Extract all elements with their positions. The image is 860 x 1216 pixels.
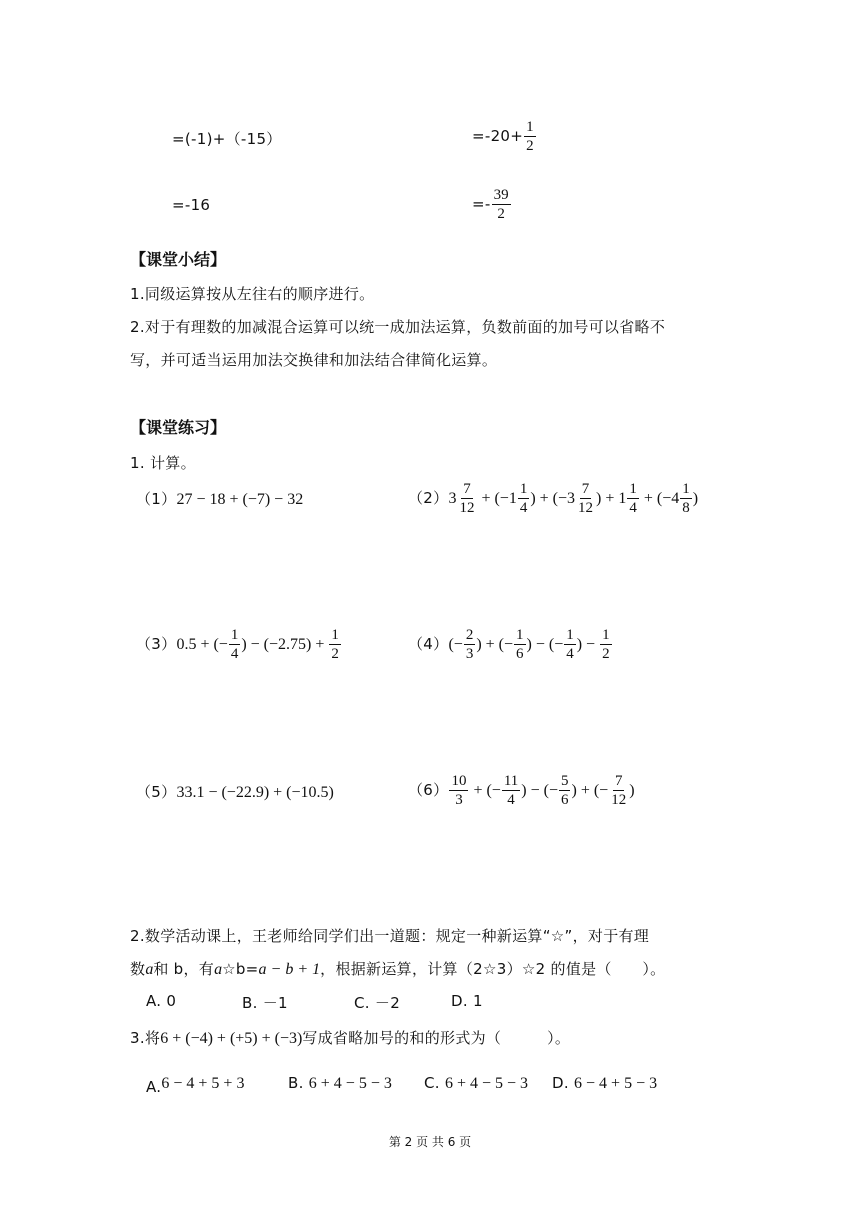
fraction: $\frac{7}{12}$ <box>459 481 475 516</box>
fraction: $\frac{11}{4}$ <box>503 773 519 808</box>
q3-option-a <box>146 1073 245 1096</box>
fraction: $\frac{7}{12}$ <box>611 773 627 808</box>
denominator: 2 <box>497 206 505 222</box>
q2-var-a: a <box>145 961 154 978</box>
q2-option-d: D. 1 <box>451 992 483 1010</box>
problem-5 <box>136 781 334 802</box>
question-2-line-2 <box>130 958 665 979</box>
problem-label: （4） <box>408 635 449 653</box>
q2-text: ☆b= <box>222 960 259 978</box>
math-term: + (− <box>469 782 501 799</box>
math-term: ) − (−2.75) + <box>241 636 329 653</box>
worked-right-line-1 <box>472 118 537 155</box>
page-footer: 第 2 页 共 6 页 <box>388 1135 472 1149</box>
worked-left-line-2: =-16 <box>172 196 211 214</box>
option-expression: 6 − 4 + 5 + 3 <box>161 1075 245 1092</box>
summary-item-2-line-2: 写，并可适当运用加法交换律和加法结合律简化运算。 <box>130 351 498 369</box>
math-term: + (−1 <box>477 490 517 507</box>
denominator: 2 <box>526 138 534 154</box>
option-expression: 6 + 4 − 5 − 3 <box>308 1075 392 1092</box>
fraction: $\frac{1}{4}$ <box>629 481 637 516</box>
option-expression: 6 + 4 − 5 − 3 <box>444 1075 529 1092</box>
q3-expression: 6 + (−4) + (+5) + (−3) <box>160 1030 303 1047</box>
problem-3 <box>136 626 342 663</box>
summary-item-2-line-1: 2.对于有理数的加减混合运算可以统一成加法运算，负数前面的加号可以省略不 <box>130 318 666 336</box>
problem-label: （3） <box>136 635 177 653</box>
q2-option-a: A. 0 <box>146 992 177 1010</box>
math-term: (− <box>448 636 463 653</box>
practice-heading: 【课堂练习】 <box>130 418 227 437</box>
problem-2 <box>408 480 698 517</box>
q2-option-c: C. －2 <box>354 994 401 1012</box>
math-term: ) − (− <box>521 782 558 799</box>
problem-6 <box>408 772 635 809</box>
problem-4 <box>408 626 613 663</box>
q2-text: 数 <box>130 960 146 978</box>
q3-option-b <box>288 1073 392 1093</box>
math-term: ) + 1 <box>596 490 627 507</box>
numerator: 1 <box>526 119 534 135</box>
option-label: B. <box>288 1074 304 1092</box>
math-term: + (−4 <box>639 490 680 507</box>
math-term: ) <box>629 782 635 799</box>
option-label: C. <box>424 1074 440 1092</box>
math-term: ) <box>692 490 699 507</box>
problem-expression: 33.1 − (−22.9) + (−10.5) <box>176 784 334 801</box>
math-term: ) − (− <box>526 636 564 653</box>
q2-text: ，根据新运算，计算（2☆3）☆2 的值是（ ）。 <box>320 960 666 978</box>
numerator: 39 <box>493 187 509 203</box>
fraction: $\frac{5}{6}$ <box>560 773 569 808</box>
q2-text: 和 b，有 <box>153 960 215 978</box>
question-1-title: 1. 计算。 <box>130 454 196 472</box>
problem-1 <box>136 488 303 509</box>
q3-prefix: 3.将 <box>130 1029 161 1047</box>
problem-expression: 27 − 18 + (−7) − 32 <box>176 491 304 508</box>
fraction: $\frac{2}{3}$ <box>465 627 474 662</box>
fraction <box>524 118 536 155</box>
summary-item-1: 1.同级运算按从左往右的顺序进行。 <box>130 285 375 303</box>
fraction: $\frac{1}{8}$ <box>682 481 690 516</box>
math-term: ) + (−3 <box>530 490 576 507</box>
option-label: A. <box>146 1078 162 1096</box>
question-2-line-1: 2.数学活动课上，王老师给同学们出一道题：规定一种新运算“☆”，对于有理 <box>130 927 650 945</box>
q2-var-a: a <box>214 961 223 978</box>
fraction: $\frac{1}{4}$ <box>566 627 574 662</box>
problem-label: （6） <box>408 781 449 799</box>
math-term: 3 <box>448 490 457 507</box>
fraction: $\frac{1}{2}$ <box>602 627 610 662</box>
worked-right-line-2-prefix: =- <box>472 195 491 213</box>
math-term: ) + (− <box>571 782 609 799</box>
option-expression: 6 − 4 + 5 − 3 <box>574 1075 658 1092</box>
fraction: $\frac{1}{4}$ <box>519 481 528 516</box>
question-3 <box>130 1027 570 1048</box>
fraction: $\frac{1}{4}$ <box>230 627 239 662</box>
q2-option-b: B. －1 <box>242 994 288 1012</box>
q3-option-c <box>424 1073 528 1093</box>
option-label: D. <box>552 1074 569 1092</box>
fraction: $\frac{10}{3}$ <box>451 773 467 808</box>
problem-label: （1） <box>136 490 177 508</box>
summary-heading: 【课堂小结】 <box>130 250 227 269</box>
fraction: $\frac{7}{12}$ <box>578 481 594 516</box>
math-term: 0.5 + (− <box>176 636 228 653</box>
q2-expression: a − b + 1 <box>258 961 321 978</box>
math-term: ) + (− <box>476 636 514 653</box>
q3-suffix: 写成省略加号的和的形式为（ ）。 <box>302 1029 571 1047</box>
worked-right-line-2 <box>472 186 512 223</box>
worked-right-line-1-prefix: =-20+ <box>472 127 524 145</box>
problem-label: （2） <box>408 489 449 507</box>
fraction: $\frac{1}{6}$ <box>516 627 524 662</box>
math-term: ) − <box>576 636 600 653</box>
fraction: $\frac{1}{2}$ <box>331 627 339 662</box>
fraction <box>492 186 511 223</box>
q3-option-d <box>552 1073 657 1093</box>
problem-label: （5） <box>136 783 177 801</box>
worked-left-line-1: =(-1)+（-15） <box>172 130 282 148</box>
